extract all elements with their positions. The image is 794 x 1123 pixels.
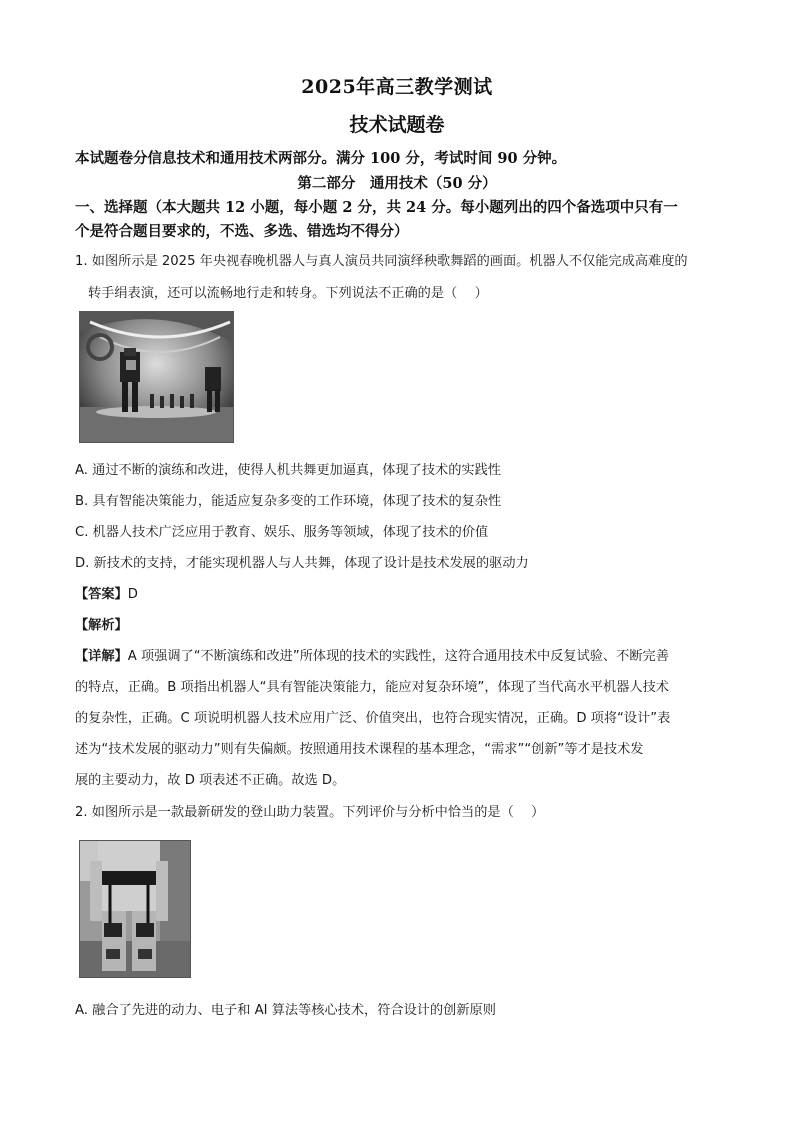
answer-label: 【答案】 — [75, 587, 128, 602]
exam-subtitle: 技术试题卷 — [349, 114, 445, 136]
q1-robot-dance-photo — [79, 311, 234, 443]
analysis-label: 【解析】 — [75, 618, 128, 633]
q1-detail-line-4: 述为“技术发展的驱动力”则有失偏颇。按照通用技术课程的基本理念，“需求”“创新”等才是技术发 — [75, 742, 644, 757]
q1-detail-line-1 — [75, 645, 669, 664]
q1-detail-line-2: 的特点，正确。B 项指出机器人“具有智能决策能力，能应对复杂环境”，体现了当代高水平机器人技术 — [75, 680, 669, 695]
q1-detail-line-5: 展的主要动力，故 D 项表述不正确。故选 D。 — [75, 773, 346, 788]
q1-stem-line-2: 转手绢表演，还可以流畅地行走和转身。下列说法不正确的是（ ） — [88, 286, 488, 301]
exam-intro: 本试题卷分信息技术和通用技术两部分。满分 100 分，考试时间 90 分钟。 — [75, 150, 567, 167]
q1-option-d: D. 新技术的支持，才能实现机器人与人共舞，体现了设计是技术发展的驱动力 — [75, 556, 529, 571]
section-instructions-line-1: 一、选择题（本大题共 12 小题，每小题 2 分，共 24 分。每小题列出的四个备选项中只有一 — [75, 199, 678, 216]
q2-option-a: A. 融合了先进的动力、电子和 AI 算法等核心技术，符合设计的创新原则 — [75, 1003, 496, 1018]
q1-stem-line-1: 1. 如图所示是 2025 年央视春晚机器人与真人演员共同演绎秧歌舞蹈的画面。机器人不仅能完成高难度的 — [75, 254, 688, 269]
climbing-assist-image — [80, 841, 190, 977]
q1-analysis — [75, 614, 128, 633]
q1-option-a: A. 通过不断的演练和改进，使得人机共舞更加逼真，体现了技术的实践性 — [75, 463, 501, 478]
answer-value: D — [127, 587, 138, 602]
section-instructions-line-2: 个是符合题目要求的，不选、多选、错选均不得分） — [75, 223, 409, 240]
q2-climbing-device-photo — [79, 840, 191, 978]
part-title: 第二部分 通用技术（50 分） — [297, 175, 497, 192]
exam-title: 2025年高三教学测试 — [301, 76, 493, 98]
detail-text: A 项强调了“不断演练和改进”所体现的技术的实践性，这符合通用技术中反复试验、不断完善 — [127, 649, 669, 664]
q1-option-b: B. 具有智能决策能力，能适应复杂多变的工作环境，体现了技术的复杂性 — [75, 494, 502, 509]
q1-option-c: C. 机器人技术广泛应用于教育、娱乐、服务等领域，体现了技术的价值 — [75, 525, 489, 540]
detail-label: 【详解】 — [75, 649, 128, 664]
q1-answer — [75, 583, 138, 602]
q2-stem: 2. 如图所示是一款最新研发的登山助力装置。下列评价与分析中恰当的是（ ） — [75, 805, 545, 820]
q1-detail-line-3: 的复杂性，正确。C 项说明机器人技术应用广泛、价值突出，也符合现实情况，正确。D 项将“设计”表 — [75, 711, 671, 726]
robot-dance-image — [80, 312, 233, 442]
